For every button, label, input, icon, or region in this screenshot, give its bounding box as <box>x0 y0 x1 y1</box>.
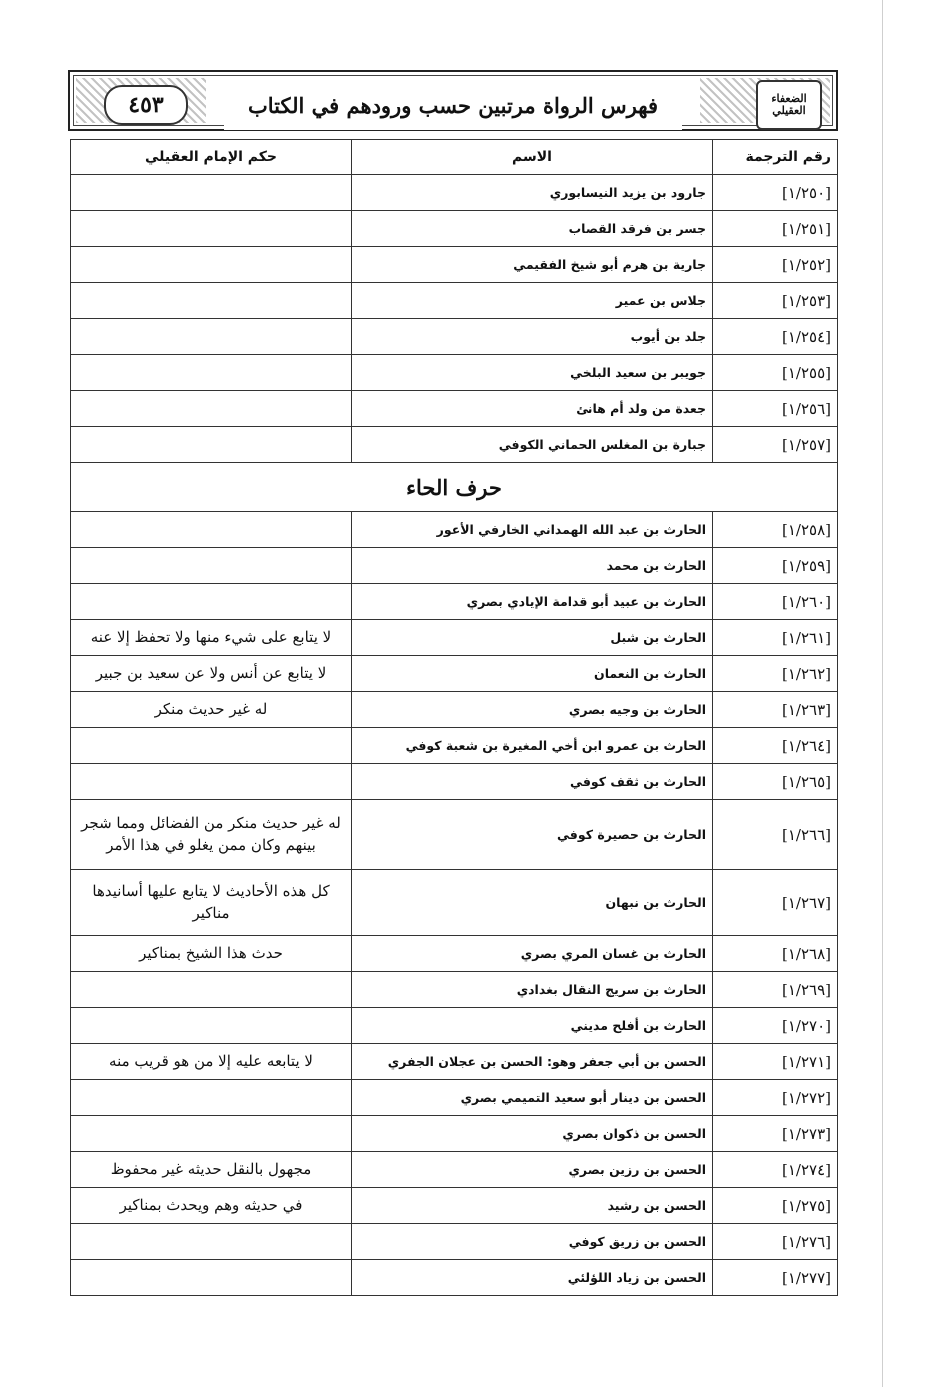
narrators-index-table <box>70 139 838 1296</box>
narrator-name: الحسن بن زياد اللؤلئي <box>352 1260 713 1296</box>
entry-number: [١/٢٦٠] <box>713 584 838 620</box>
entry-number: [١/٢٧٤] <box>713 1152 838 1188</box>
table-row <box>71 764 838 800</box>
page-header <box>68 70 838 131</box>
narrator-name: الحارث بن عبيد أبو قدامة الإيادي بصري <box>352 584 713 620</box>
group-haa-rows <box>71 512 838 1296</box>
narrator-name: جلاس بن عمير <box>352 283 713 319</box>
table-row <box>71 936 838 972</box>
judgment-text: حدث هذا الشيخ بمناكير <box>71 936 352 972</box>
narrator-name: الحارث بن النعمان <box>352 656 713 692</box>
table-row <box>71 391 838 427</box>
table-row <box>71 211 838 247</box>
judgment-text <box>71 283 352 319</box>
table-row <box>71 870 838 936</box>
entry-number: [١/٢٥٨] <box>713 512 838 548</box>
table-row <box>71 584 838 620</box>
entry-number: [١/٢٦٨] <box>713 936 838 972</box>
narrator-name: جارية بن هرم أبو شيخ الفقيمي <box>352 247 713 283</box>
entry-number: [١/٢٧٥] <box>713 1188 838 1224</box>
table-row <box>71 1188 838 1224</box>
table-row <box>71 319 838 355</box>
judgment-text <box>71 1080 352 1116</box>
table-row <box>71 1224 838 1260</box>
group-jeem-rows <box>71 175 838 463</box>
narrator-name: الحسن بن رزين بصري <box>352 1152 713 1188</box>
narrator-name: الحسن بن رشيد <box>352 1188 713 1224</box>
judgment-text <box>71 548 352 584</box>
entry-number: [١/٢٦٧] <box>713 870 838 936</box>
table-row <box>71 355 838 391</box>
entry-number: [١/٢٥٦] <box>713 391 838 427</box>
page-title: فهرس الرواة مرتبين حسب ورودهم في الكتاب <box>224 80 682 130</box>
table-row <box>71 692 838 728</box>
entry-number: [١/٢٦١] <box>713 620 838 656</box>
page-number: ٤٥٣ <box>104 85 188 125</box>
judgment-text <box>71 728 352 764</box>
narrator-name: جويبر بن سعيد البلخي <box>352 355 713 391</box>
table-row <box>71 972 838 1008</box>
narrator-name: الحسن بن دينار أبو سعيد التميمي بصري <box>352 1080 713 1116</box>
table-row <box>71 283 838 319</box>
table-row <box>71 1080 838 1116</box>
table-row <box>71 728 838 764</box>
judgment-text <box>71 427 352 463</box>
entry-number: [١/٢٧٧] <box>713 1260 838 1296</box>
section-heading: حرف الحاء <box>71 463 838 512</box>
entry-number: [١/٢٥٤] <box>713 319 838 355</box>
narrator-name: الحارث بن أفلح مديني <box>352 1008 713 1044</box>
judgment-text <box>71 319 352 355</box>
narrator-name: الحارث بن غسان المري بصري <box>352 936 713 972</box>
narrator-name: جلد بن أيوب <box>352 319 713 355</box>
entry-number: [١/٢٦٢] <box>713 656 838 692</box>
table-row <box>71 656 838 692</box>
narrator-name: الحارث بن شبل <box>352 620 713 656</box>
narrator-name: الحارث بن محمد <box>352 548 713 584</box>
header-name: الاسم <box>352 140 713 175</box>
narrator-name: الحسن بن ذكوان بصري <box>352 1116 713 1152</box>
narrator-name: جسر بن فرقد القصاب <box>352 211 713 247</box>
judgment-text: لا يتابع عن أنس ولا عن سعيد بن جبير <box>71 656 352 692</box>
judgment-text <box>71 1224 352 1260</box>
table-row <box>71 800 838 870</box>
entry-number: [١/٢٧٣] <box>713 1116 838 1152</box>
entry-number: [١/٢٦٤] <box>713 728 838 764</box>
table-row <box>71 1044 838 1080</box>
judgment-text <box>71 1116 352 1152</box>
entry-number: [١/٢٥٥] <box>713 355 838 391</box>
judgment-text <box>71 247 352 283</box>
narrator-name: جعدة من ولد أم هانئ <box>352 391 713 427</box>
entry-number: [١/٢٥٩] <box>713 548 838 584</box>
entry-number: [١/٢٦٩] <box>713 972 838 1008</box>
judgment-text <box>71 355 352 391</box>
judgment-text: كل هذه الأحاديث لا يتابع عليها أسانيدها مناكير <box>71 870 352 936</box>
judgment-text: في حديثه وهم ويحدث بمناكير <box>71 1188 352 1224</box>
table-row <box>71 427 838 463</box>
judgment-text <box>71 512 352 548</box>
entry-number: [١/٢٦٦] <box>713 800 838 870</box>
entry-number: [١/٢٦٥] <box>713 764 838 800</box>
judgment-text <box>71 391 352 427</box>
judgment-text: له غير حديث منكر من الفضائل ومما شجر بينهم وكان ممن يغلو في هذا الأمر <box>71 800 352 870</box>
entry-number: [١/٢٧٦] <box>713 1224 838 1260</box>
narrator-name: الحارث بن ثقف كوفي <box>352 764 713 800</box>
judgment-text <box>71 175 352 211</box>
entry-number: [١/٢٧٠] <box>713 1008 838 1044</box>
judgment-text <box>71 764 352 800</box>
header-judgment: حكم الإمام العقيلي <box>71 140 352 175</box>
table-row <box>71 512 838 548</box>
narrator-name: الحارث بن وجيه بصري <box>352 692 713 728</box>
section-row <box>71 463 838 512</box>
judgment-text: له غير حديث منكر <box>71 692 352 728</box>
entry-number: [١/٢٥١] <box>713 211 838 247</box>
judgment-text <box>71 972 352 1008</box>
entry-number: [١/٢٥٢] <box>713 247 838 283</box>
table-row <box>71 1008 838 1044</box>
entry-number: [١/٢٥٠] <box>713 175 838 211</box>
table-row <box>71 548 838 584</box>
narrator-name: الحسن بن زريق كوفي <box>352 1224 713 1260</box>
judgment-text: لا يتابع على شيء منها ولا تحفظ إلا عنه <box>71 620 352 656</box>
entry-number: [١/٢٧٢] <box>713 1080 838 1116</box>
narrator-name: الحسن بن أبي جعفر وهو: الحسن بن عجلان الجفري <box>352 1044 713 1080</box>
entry-number: [١/٢٥٣] <box>713 283 838 319</box>
judgment-text <box>71 1260 352 1296</box>
entry-number: [١/٢٥٧] <box>713 427 838 463</box>
page-edge-rule <box>882 0 883 1387</box>
table-row <box>71 175 838 211</box>
narrator-name: الحارث بن عمرو ابن أخي المغيرة بن شعبة كوفي <box>352 728 713 764</box>
table-row <box>71 1116 838 1152</box>
judgment-text: مجهول بالنقل حديثه غير محفوظ <box>71 1152 352 1188</box>
table-row <box>71 247 838 283</box>
judgment-text <box>71 211 352 247</box>
judgment-text: لا يتابعه عليه إلا من هو قريب منه <box>71 1044 352 1080</box>
judgment-text <box>71 1008 352 1044</box>
entry-number: [١/٢٦٣] <box>713 692 838 728</box>
narrator-name: جبارة بن المغلس الحماني الكوفي <box>352 427 713 463</box>
table-header-row <box>71 140 838 175</box>
narrator-name: الحارث بن عبد الله الهمداني الخارفي الأعور <box>352 512 713 548</box>
book-logo: الضعفاء العقيلي <box>756 80 822 130</box>
judgment-text <box>71 584 352 620</box>
narrator-name: الحارث بن نبهان <box>352 870 713 936</box>
table-row <box>71 1260 838 1296</box>
narrator-name: جارود بن يزيد النيسابوري <box>352 175 713 211</box>
header-number: رقم الترجمة <box>713 140 838 175</box>
entry-number: [١/٢٧١] <box>713 1044 838 1080</box>
header-frame <box>73 75 833 126</box>
table-row <box>71 1152 838 1188</box>
narrator-name: الحارث بن سريج النقال بغدادي <box>352 972 713 1008</box>
narrator-name: الحارث بن حصيرة كوفي <box>352 800 713 870</box>
table-row <box>71 620 838 656</box>
